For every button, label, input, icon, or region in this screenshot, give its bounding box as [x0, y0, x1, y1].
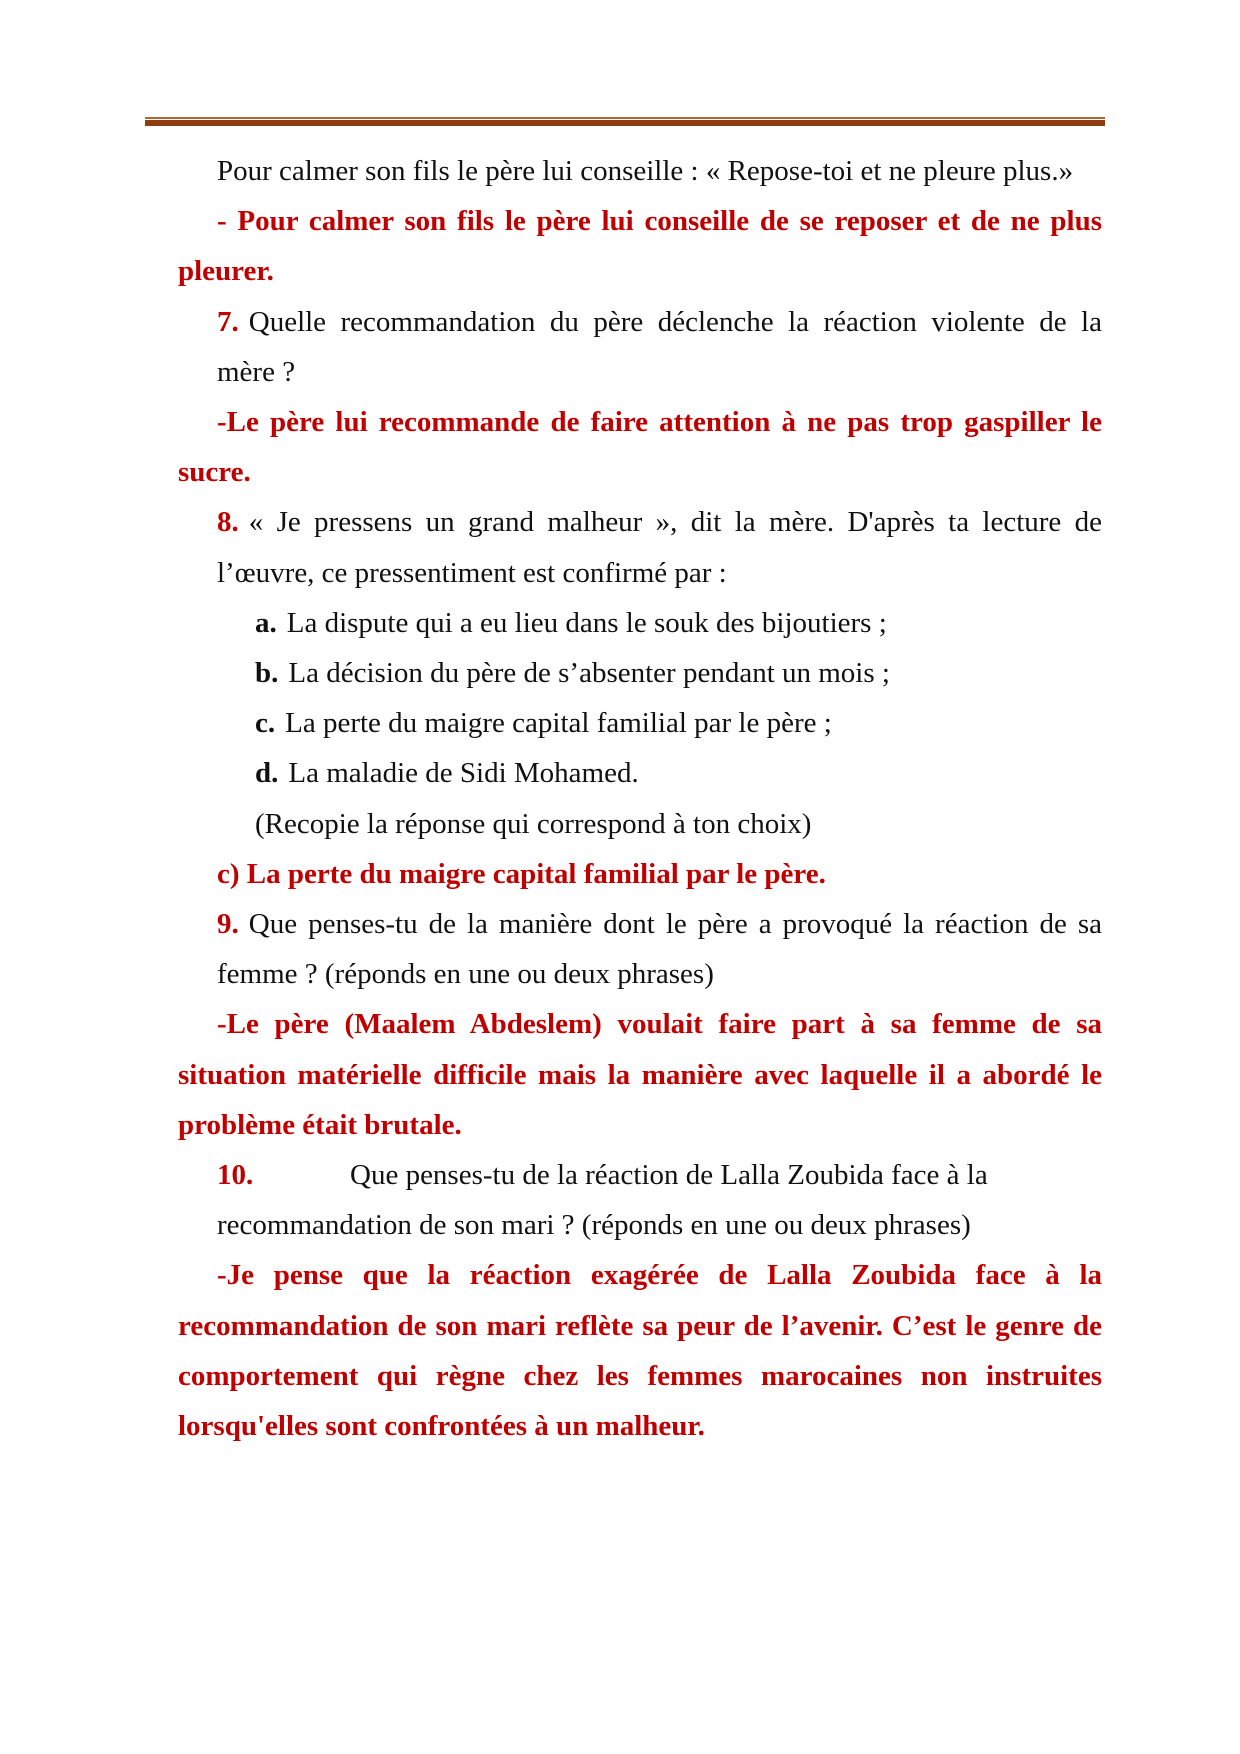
question-8	[178, 497, 1102, 597]
option-text: La dispute qui a eu lieu dans le souk des bijoutiers ;	[286, 606, 887, 639]
option-a	[178, 598, 1102, 648]
option-text: La maladie de Sidi Mohamed.	[288, 757, 639, 790]
answer-9: -Le père (Maalem Abdeslem) voulait faire part à sa femme de sa situation matérielle difficile mais la manière avec laquelle il a abordé le problème était brutale.	[178, 1008, 1102, 1141]
option-text: La perte du maigre capital familial par le père ;	[285, 707, 832, 740]
question-number: 7.	[217, 305, 239, 338]
option-c	[178, 698, 1102, 748]
option-letter: b.	[255, 657, 279, 690]
question-text: Que penses-tu de la manière dont le père a provoqué la réaction de sa femme ? (réponds en une ou deux phrases)	[217, 908, 1102, 991]
instruction: (Recopie la réponse qui correspond à ton choix)	[255, 807, 812, 840]
question-number: 9.	[217, 908, 239, 941]
intro-paragraph: Pour calmer son fils le père lui conseille : « Repose-toi et ne pleure plus.»	[217, 155, 1074, 187]
option-letter: a.	[255, 606, 277, 639]
question-text: Quelle recommandation du père déclenche la réaction violente de la mère ?	[217, 305, 1102, 388]
answer-7: -Le père lui recommande de faire attention à ne pas trop gaspiller le sucre.	[178, 406, 1102, 489]
document-body	[178, 146, 1102, 1451]
answer-6: - Pour calmer son fils le père lui conseille de se reposer et de ne plus pleurer.	[178, 205, 1102, 288]
question-10	[178, 1150, 1102, 1250]
question-text: « Je pressens un grand malheur », dit la mère. D'après ta lecture de l’œuvre, ce pressentiment est confirmé par :	[217, 506, 1102, 589]
question-9	[178, 899, 1102, 999]
option-b	[178, 648, 1102, 698]
question-number: 10.	[217, 1159, 254, 1192]
answer-8: c) La perte du maigre capital familial par le père.	[217, 857, 826, 890]
answer-10: -Je pense que la réaction exagérée de Lalla Zoubida face à la recommandation de son mari reflète sa peur de l’avenir. C’est le genre de comportement qui règne chez les femmes marocaines non instruites lorsqu'elles sont confrontées à un malheur.	[178, 1259, 1102, 1443]
option-letter: d.	[255, 757, 279, 790]
question-7	[178, 297, 1102, 397]
option-letter: c.	[255, 707, 276, 740]
header-rule-thick	[145, 120, 1105, 126]
header-rule-thin	[145, 117, 1105, 119]
option-d	[178, 748, 1102, 798]
option-text: La décision du père de s’absenter pendant un mois ;	[288, 657, 890, 690]
question-text: Que penses-tu de la réaction de Lalla Zoubida face à la recommandation de son mari ? (réponds en une ou deux phrases)	[217, 1159, 988, 1242]
question-number: 8.	[217, 506, 239, 539]
